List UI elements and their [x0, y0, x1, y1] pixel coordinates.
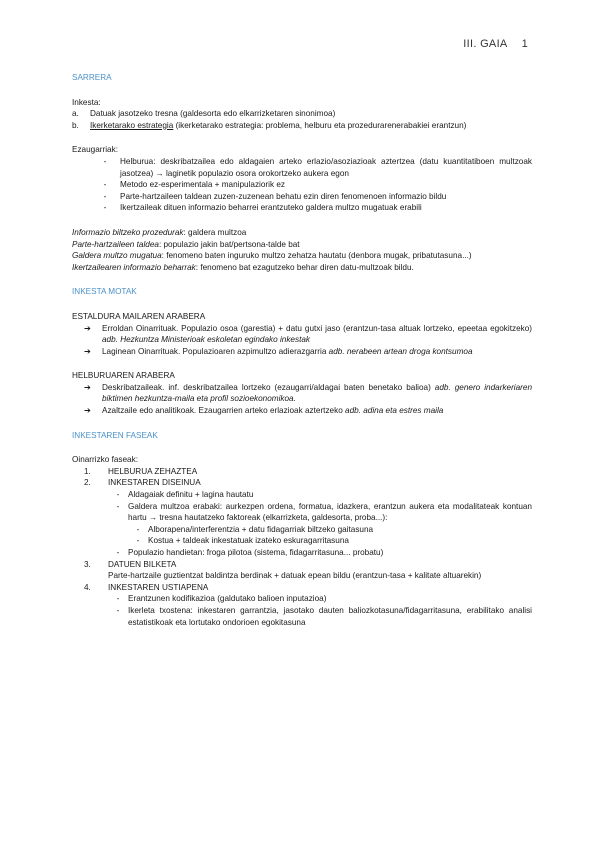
list-item: - Galdera multzoa erabaki: aurkezpen ordena, formatua, idazkera, erantzun aukera eta modalitateak kontuan hartu → tresna hautatzeko faktoreak (elkarrizketa, galdesorta, proba...): — [116, 501, 532, 523]
diseinua-sublist — [128, 524, 532, 547]
definition-line: Ikertzailearen informazio beharrak: fenomeno bat ezagutzeko behar diren datu-multzoak bildu. — [72, 262, 414, 272]
list-item: - Helburua: deskribatzailea edo aldagaien arteko erlazio/asoziazioak aztertzea (datu kuantitatiboen multzoak jasotzea) → laginetik populazio osora orokortzeko aukera egon — [103, 156, 532, 178]
ustiapena-list — [108, 593, 532, 628]
list-item — [72, 108, 532, 120]
page-number: 1 — [521, 38, 528, 50]
phase-title: HELBURUA ZEHAZTEA — [108, 466, 198, 476]
list-item-text: Helburua: deskribatzailea edo aldagaien arteko erlazio/asoziazioak aztertzea (datu kuantitatiboen multzoak jasotzea) → laginetik populazio osora orokortzeko aukera egon — [120, 156, 532, 178]
definitions — [72, 227, 532, 273]
subheading-estaldura: ESTALDURA MAILAREN ARABERA — [72, 311, 206, 321]
list-item: - Ikertzaileak dituen informazio beharrei erantzuteko galdera multzo mugatuak erabili — [90, 202, 532, 214]
inkesta-list — [72, 108, 532, 131]
list-item: - Aldagaiak definitu + lagina hautatu — [116, 490, 254, 500]
phase-title: INKESTAREN DISEINUA — [108, 478, 201, 488]
list-item: ➔ Azaltzaile edo analitikoak. Ezaugarrien arteko erlazioak aztertzeko adb. adina eta estres maila — [84, 406, 444, 416]
list-item: - Populazio handietan: froga pilotoa (sistema, fidagarritasuna... probatu) — [116, 548, 384, 557]
header-title: III. GAIA — [463, 38, 508, 50]
definition-line: Galdera multzo mugatua: fenomeno baten inguruko multzo zehatza hautatu (denbora mugak, pribatutasuna...) — [72, 251, 472, 261]
phase-item: 3. DATUEN BILKETA — [84, 559, 532, 571]
underlined-term: Ikerketarako estrategia — [90, 120, 174, 130]
list-marker: b. — [72, 120, 79, 130]
arrow-icon: ➔ — [84, 382, 91, 392]
definition-term: Galdera multzo mugatua — [72, 251, 162, 261]
phase-item: 4. INKESTAREN USTIAPENA — [84, 582, 532, 594]
phase-item: 2. INKESTAREN DISEINUA — [84, 477, 532, 489]
arrow-icon: ➔ — [84, 346, 91, 356]
definition-term: Ikertzailearen informazio beharrak — [72, 262, 196, 272]
diseinua-list — [108, 489, 532, 524]
oinarrizko-label: Oinarrizko faseak: — [72, 455, 138, 465]
section-heading-sarrera: SARRERA — [72, 73, 112, 82]
phase-item: 1. HELBURUA ZEHAZTEA — [84, 466, 532, 478]
phase-title: INKESTAREN USTIAPENA — [108, 582, 209, 592]
definition-term: Parte-hartzaileen taldea — [72, 239, 159, 249]
list-item-text: Metodo ez-esperimentala + manipulaziorik ez — [120, 180, 285, 190]
subheading-helburua: HELBURUAREN ARABERA — [72, 371, 175, 381]
phase-body: Parte-hartzaile guztientzat baldintza berdinak + datuak epean bildu (erantzun-tasa + kalitate altuarekin) — [108, 571, 482, 581]
document-body — [72, 72, 532, 628]
list-item: - Ikerleta txostena: inkestaren garrantzia, jasotako dauten baliozkotasuna/fidagarritasuna, erabilitako analisi estatistikoak eta lortutako ondorioen egokitasuna — [116, 605, 532, 627]
example-text: adb. nerabeen artean droga kontsumoa — [328, 346, 473, 356]
list-item: - Metodo ez-esperimentala + manipulaziorik ez — [90, 179, 532, 191]
phase-title: DATUEN BILKETA — [108, 559, 177, 569]
ezaugarriak-label: Ezaugarriak: — [72, 145, 118, 155]
list-item-text: (ikerketarako estrategia: problema, helburu eta prozedurarenerabakiei erantzun) — [173, 120, 467, 130]
definition-line: Parte-hartzaileen taldea: populazio jakin bat/pertsona-talde bat — [72, 239, 300, 249]
inkesta-label: Inkesta: — [72, 97, 101, 107]
definition-term: Informazio biltzeko prozedurak — [72, 227, 184, 237]
section-heading-motak: INKESTA MOTAK — [72, 287, 137, 297]
page-header — [463, 38, 528, 50]
example-text: adb. genero indarkeriaren biktimen hezkuntza-maila eta profil sozioekonomikoa. — [102, 382, 532, 404]
ezaugarriak-list — [90, 156, 532, 214]
list-item: - Parte-hartzaileen taldean zuzen-zuzenean behatu ezin diren fenomenoen informazio bildu — [90, 191, 532, 203]
list-item: ➔ Erroldan Oinarrituak. Populazio osoa (garestia) + datu gutxi jaso (erantzun-tasa altuak lortzeko, epeetaa egokitzeko) adb. Hezkuntza Ministerioak eskoletan egindako inkestak — [84, 323, 532, 345]
list-item-text: Ikertzaileak dituen informazio beharrei erantzuteko galdera multzo mugatuak erabili — [120, 203, 422, 213]
list-marker: a. — [72, 109, 79, 119]
arrow-icon: ➔ — [84, 406, 91, 416]
list-item-text: Parte-hartzaileen taldean zuzen-zuzenean behatu ezin diren fenomenoen informazio bildu — [120, 191, 447, 201]
section-heading-faseak: INKESTAREN FASEAK — [72, 430, 158, 440]
example-text: adb. Hezkuntza Ministerioak eskoletan egindako inkestak — [102, 335, 310, 345]
example-text: adb. adina eta estres maila — [345, 406, 444, 416]
list-item: ➔ Deskribatzaileak. inf. deskribatzailea lortzeko (ezaugarri/aldagai baten benetako balioa) adb. genero indarkeriaren biktimen hezkuntza-maila eta profil sozioekonomikoa. — [84, 382, 532, 404]
definition-line: Informazio biltzeko prozedurak: galdera multzoa — [72, 227, 247, 237]
list-item: - Alborapena/interferentzia + datu fidagarriak biltzeko gaitasuna — [136, 524, 374, 534]
list-item: - Erantzunen kodifikazioa (galdutako balioen inputazioa) — [116, 594, 327, 604]
arrow-icon: ➔ — [84, 323, 91, 333]
list-item-text: Datuak jasotzeko tresna (galdesorta edo elkarrizketaren sinonimoa) — [90, 109, 336, 119]
list-item: - Kostua + taldeak inkestatuak izateko eskuragarritasuna — [136, 536, 349, 546]
list-item: ➔ Laginean Oinarrituak. Populazioaren azpimultzo adierazgarria adb. nerabeen artean droga kontsumoa — [84, 346, 473, 356]
list-item — [72, 120, 532, 132]
